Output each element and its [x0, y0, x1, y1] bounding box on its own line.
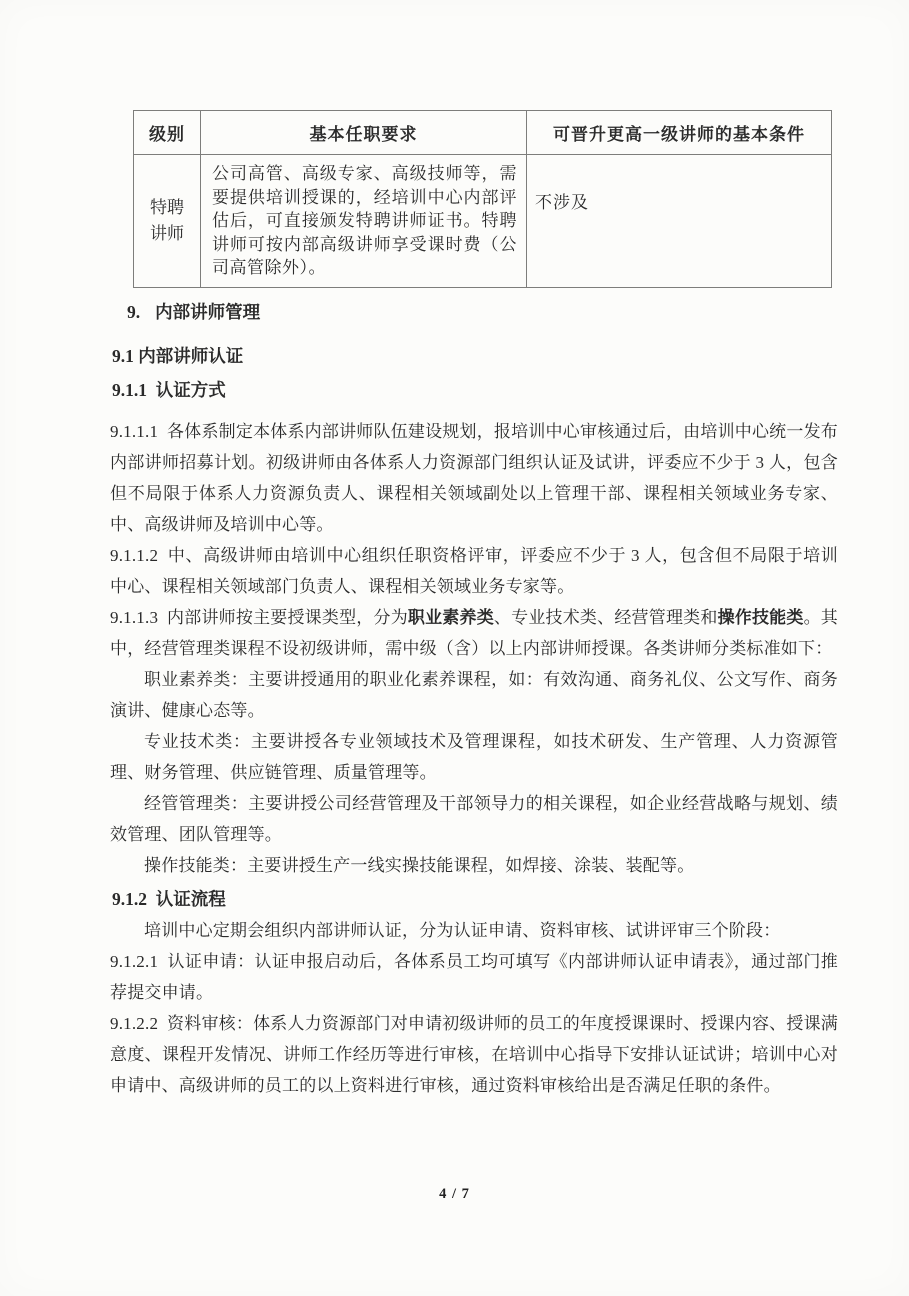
- section-number: 9.: [127, 301, 141, 322]
- paragraph-text: 9.1.1.3 内部讲师按主要授课类型，分为: [110, 607, 408, 627]
- table-header-level: 级别: [134, 111, 201, 155]
- table-row: [134, 155, 832, 288]
- category-operation: 操作技能类：主要讲授生产一线实操技能课程，如焊接、涂装、装配等。: [144, 855, 695, 875]
- section-title: 内部讲师管理: [155, 301, 261, 322]
- table-header-row: [134, 111, 832, 155]
- table-header-requirements: 基本任职要求: [201, 111, 527, 155]
- category-management: 经管管理类：主要讲授公司经营管理及干部领导力的相关课程，如企业经营战略与规划、绩效管理、团队管理等。: [110, 793, 838, 844]
- category-professional-quality: 职业素养类：主要讲授通用的职业化素养课程，如：有效沟通、商务礼仪、公文写作、商务演讲、健康心态等。: [110, 669, 838, 720]
- section-heading-9: [127, 297, 838, 328]
- bold-term-professional-quality: 职业素养类: [407, 607, 494, 627]
- cell-promotion: 不涉及: [527, 155, 832, 288]
- cell-requirements: 公司高管、高级专家、高级技师等，需要提供培训授课的，经培训中心内部评估后，可直接颁发特聘讲师证书。特聘讲师可按内部高级讲师享受课时费（公司高管除外）。: [201, 155, 527, 288]
- paragraph-9-1-2-intro: 培训中心定期会组织内部讲师认证，分为认证申请、资料审核、试讲评审三个阶段：: [144, 920, 781, 940]
- section-heading-9-1: 9.1 内部讲师认证: [112, 345, 244, 366]
- section-heading-9-1-1: 9.1.1 认证方式: [112, 379, 226, 400]
- paragraph-text: 、专业技术类、经营管理类和: [493, 607, 718, 627]
- cell-level: 特聘讲师: [134, 155, 201, 288]
- document-content: [110, 0, 838, 1101]
- section-heading-9-1-2: 9.1.2 认证流程: [112, 888, 226, 909]
- table-header-promotion: 可晋升更高一级讲师的基本条件: [527, 111, 832, 155]
- category-technical: 专业技术类：主要讲授各专业领域技术及管理课程，如技术研发、生产管理、人力资源管理、财务管理、供应链管理、质量管理等。: [110, 731, 838, 782]
- paragraph-text: 。其中，经营管理类课程不设初级讲师，需中级（含）以上内部讲师授课。各类讲师分类标准如下：: [110, 607, 838, 658]
- page-number: 4 / 7: [439, 1186, 470, 1202]
- paragraph-9-1-2-2: 9.1.2.2 资料审核：体系人力资源部门对申请初级讲师的员工的年度授课课时、授课内容、授课满意度、课程开发情况、讲师工作经历等进行审核，在培训中心指导下安排认证试讲；培训中心对申请中、高级讲师的员工的以上资料进行审核，通过资料审核给出是否满足任职的条件。: [110, 1013, 838, 1095]
- paragraph-9-1-1-2: 9.1.1.2 中、高级讲师由培训中心组织任职资格评审，评委应不少于 3 人，包含但不局限于培训中心、课程相关领域部门负责人、课程相关领域业务专家等。: [110, 545, 838, 596]
- paragraph-9-1-2-1: 9.1.2.1 认证申请：认证申报启动后，各体系员工均可填写《内部讲师认证申请表》，通过部门推荐提交申请。: [110, 951, 838, 1002]
- lecturer-level-table: [133, 110, 832, 288]
- paragraph-9-1-1-1: 9.1.1.1 各体系制定本体系内部讲师队伍建设规划，报培训中心审核通过后，由培训中心统一发布内部讲师招募计划。初级讲师由各体系人力资源部门组织认证及试讲，评委应不少于 3 人，包含但不局限于体系人力资源负责人、课程相关领域副处以上管理干部、课程相关领域业务专家、中、高级讲师及培训中心等。: [110, 421, 838, 534]
- bold-term-operational-skill: 操作技能类: [717, 607, 804, 627]
- paragraph-9-1-1-3: [110, 602, 838, 664]
